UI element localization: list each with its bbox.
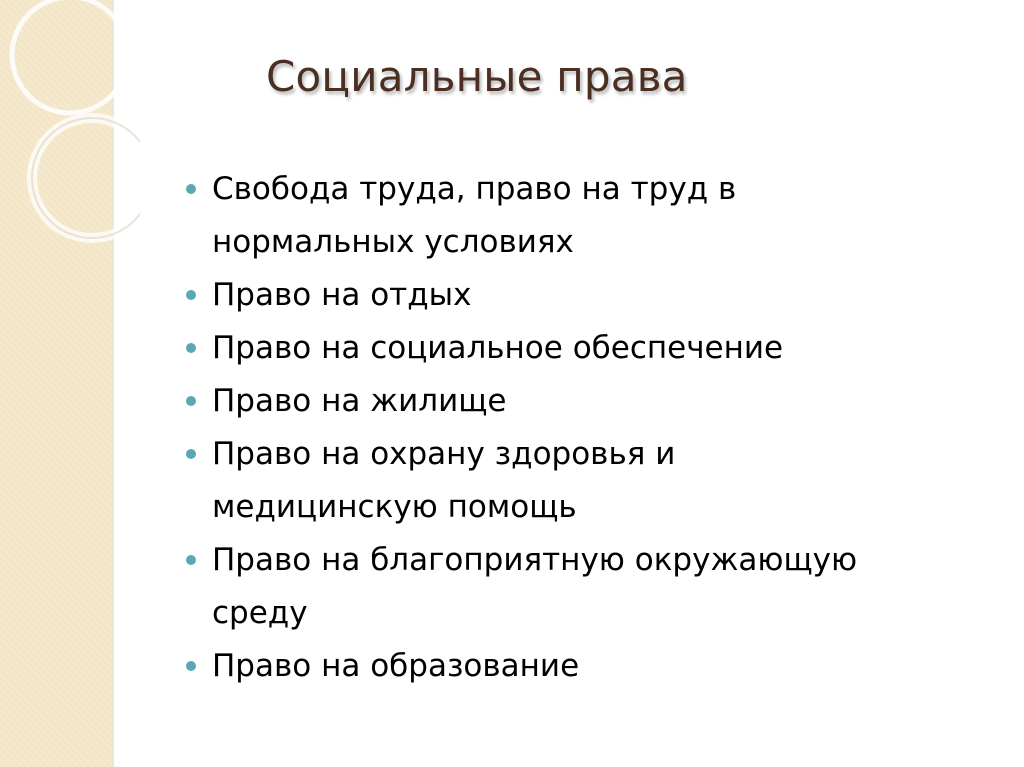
bullet-text: Право на жилище — [212, 383, 507, 419]
bullet-text: Право на отдых — [212, 277, 472, 313]
bullet-text: Свобода труда, право на труд в — [212, 171, 737, 207]
bullet-item — [186, 534, 986, 640]
bullet-text-continuation: нормальных условиях — [212, 224, 574, 260]
slide-title: Социальные права — [266, 52, 688, 101]
bullet-dot-icon — [186, 661, 196, 671]
bullet-item — [186, 428, 986, 534]
bullet-text: Право на благоприятную окружающую — [212, 542, 858, 578]
bullet-dot-icon — [186, 290, 196, 300]
bullet-item — [186, 163, 986, 269]
bullet-text: Право на социальное обеспечение — [212, 330, 784, 366]
decorative-circles — [0, 0, 140, 260]
bullet-text: Право на образование — [212, 648, 580, 684]
bullet-text-continuation: медицинскую помощь — [212, 489, 577, 525]
bullet-item — [186, 269, 986, 322]
bullet-list — [186, 163, 986, 693]
bullet-dot-icon — [186, 343, 196, 353]
bullet-item — [186, 375, 986, 428]
bullet-dot-icon — [186, 184, 196, 194]
bullet-item — [186, 322, 986, 375]
bullet-text-continuation: среду — [212, 595, 308, 631]
bullet-dot-icon — [186, 449, 196, 459]
bullet-item — [186, 640, 986, 693]
bullet-text: Право на охрану здоровья и — [212, 436, 676, 472]
bullet-dot-icon — [186, 555, 196, 565]
bullet-dot-icon — [186, 396, 196, 406]
